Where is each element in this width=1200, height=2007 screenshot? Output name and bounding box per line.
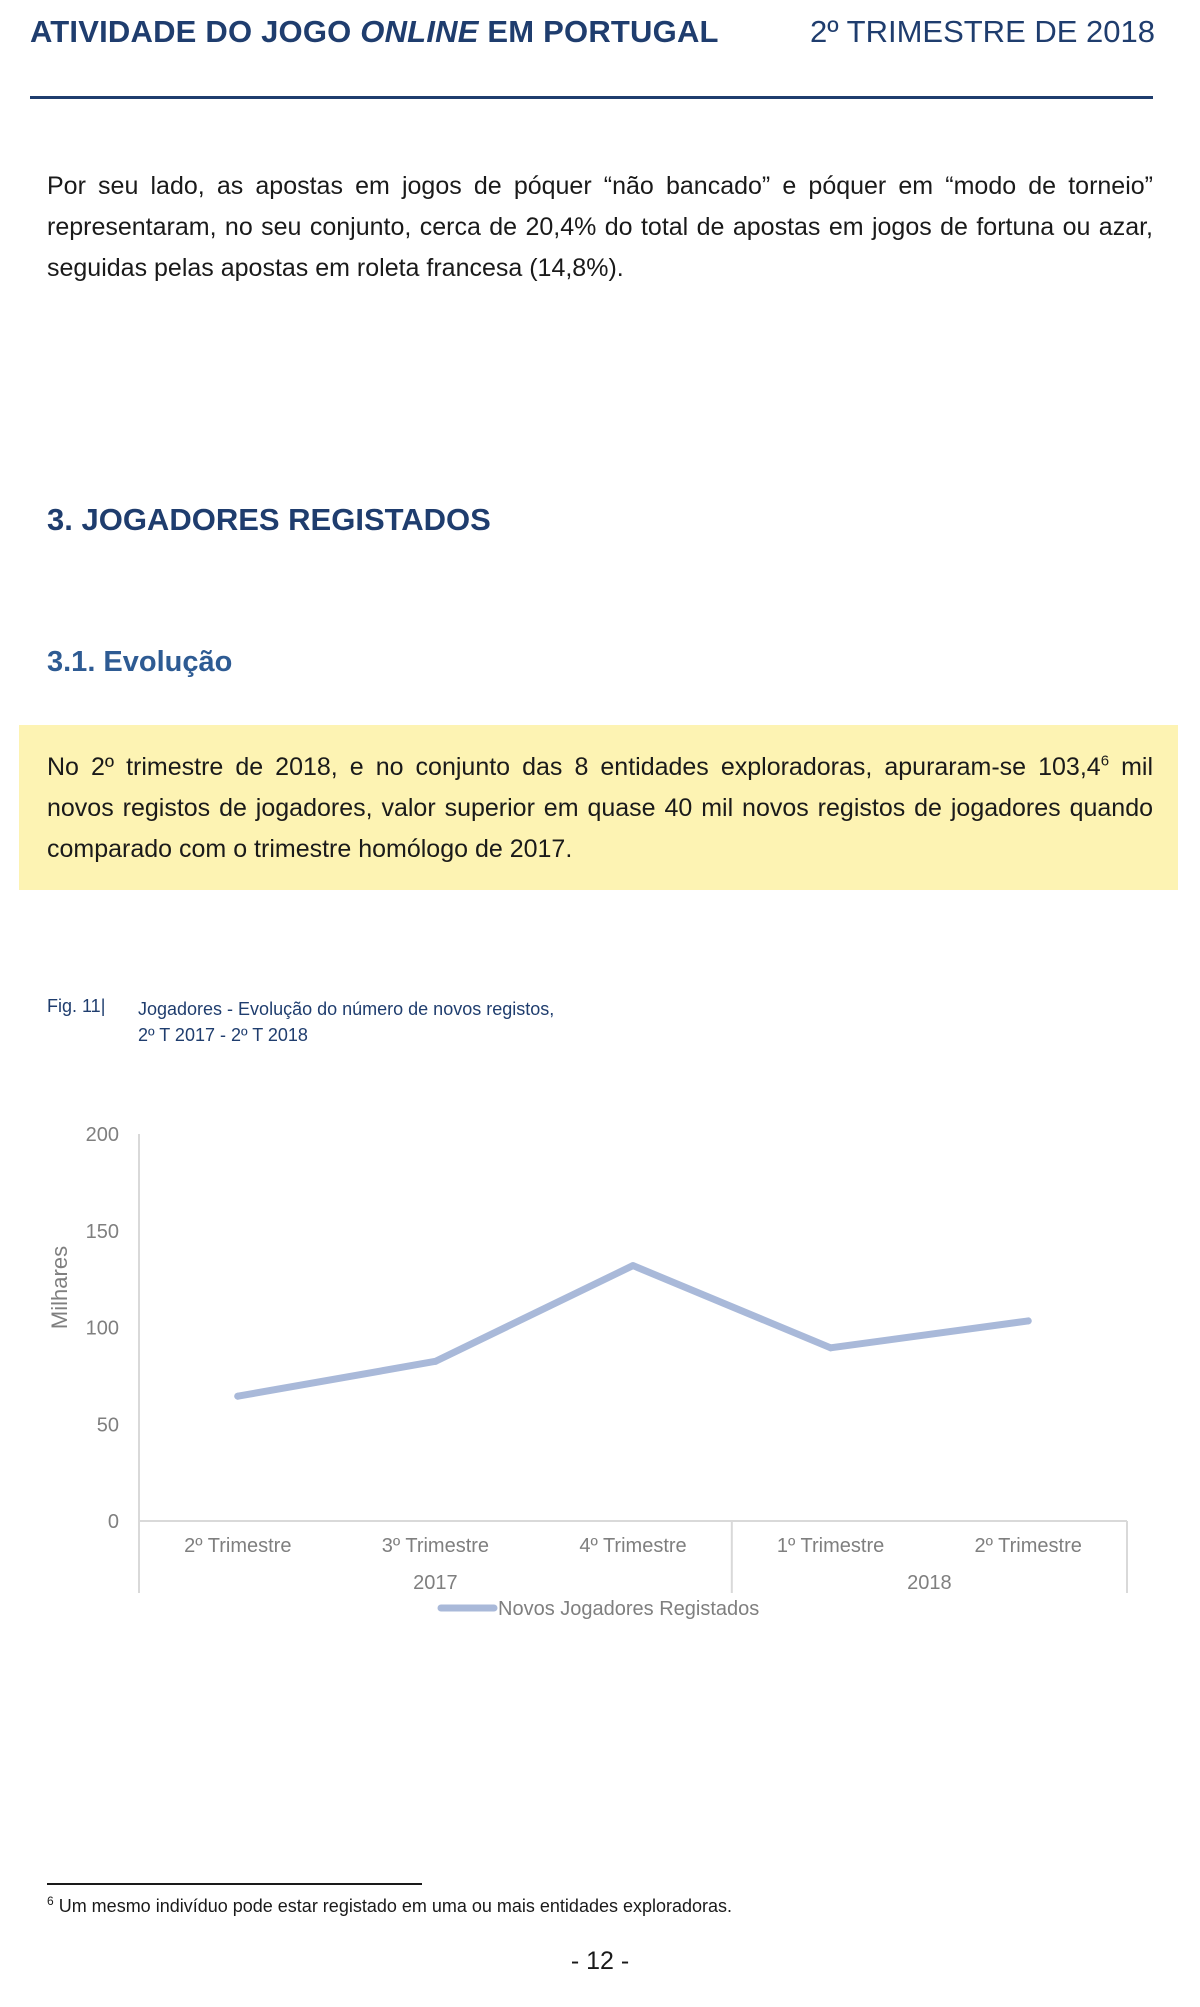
footnote-divider	[47, 1883, 422, 1885]
footnote-text: Um mesmo indivíduo pode estar registado em uma ou mais entidades exploradoras.	[53, 1896, 733, 1916]
line-chart	[0, 1100, 1200, 1640]
x-tick-label: 2º Trimestre	[974, 1535, 1082, 1557]
header-title-prefix: ATIVIDADE DO JOGO	[30, 14, 361, 49]
header-title-italic: ONLINE	[360, 14, 479, 49]
y-tick-label: 200	[85, 1124, 119, 1146]
intro-paragraph: Por seu lado, as apostas em jogos de póquer “não bancado” e póquer em “modo de torneio” representaram, no seu conjunto, cerca de 20,4% do total de apostas em jogos de fortuna ou azar, seguidas pelas apostas em roleta francesa (14,8%).	[47, 172, 1153, 282]
highlight-paragraph	[47, 747, 1153, 870]
y-axis-label: Milhares	[47, 1245, 72, 1330]
footnote	[47, 1896, 732, 1917]
figure-label: Fig. 11|	[47, 996, 106, 1016]
section-title: 3. JOGADORES REGISTADOS	[47, 502, 491, 537]
highlight-text-after: mil novos registos de jogadores, valor superior em quase 40 mil novos registos de jogadores quando comparado com o trimestre homólogo de 2017.	[47, 753, 1154, 863]
data-point	[630, 1262, 637, 1269]
y-tick-label: 150	[85, 1220, 119, 1243]
subsection-title: 3.1. Evolução	[47, 646, 233, 678]
data-point	[234, 1393, 241, 1400]
highlight-text-before: No 2º trimestre de 2018, e no conjunto das 8 entidades exploradoras, apuraram-se 103,4	[47, 753, 1101, 781]
y-tick-label: 0	[107, 1511, 119, 1533]
figure-title	[138, 996, 554, 1048]
data-point	[1025, 1317, 1032, 1324]
series-line	[238, 1266, 1028, 1397]
y-tick-label: 100	[85, 1317, 119, 1340]
header-divider	[30, 96, 1153, 99]
footnote-reference: 6	[1100, 752, 1110, 770]
footnote-number: 6	[47, 1894, 54, 1908]
x-tick-label: 2º Trimestre	[184, 1535, 292, 1557]
highlight-box	[19, 725, 1178, 890]
document-header-period: 2º TRIMESTRE DE 2018	[810, 14, 1155, 49]
x-tick-label: 3º Trimestre	[381, 1535, 490, 1557]
figure-title-line-1: Jogadores - Evolução do número de novos registos,	[138, 999, 555, 1019]
figure-title-line-2: 2º T 2017 - 2º T 2018	[138, 1025, 308, 1045]
page-number: - 12 -	[570, 1947, 630, 1975]
legend-label: Novos Jogadores Registados	[498, 1598, 760, 1620]
x-group-label: 2018	[907, 1572, 952, 1594]
x-axis-groups	[413, 1521, 952, 1594]
y-axis-ticks	[47, 1124, 119, 1533]
chart-series	[234, 1262, 1031, 1400]
chart-frame	[139, 1134, 1127, 1593]
x-tick-label: 4º Trimestre	[579, 1535, 687, 1557]
x-group-label: 2017	[413, 1572, 458, 1594]
data-point	[827, 1344, 834, 1351]
document-header-title	[30, 14, 719, 50]
x-tick-label: 1º Trimestre	[776, 1535, 885, 1557]
data-point	[432, 1358, 439, 1365]
chart-legend	[441, 1598, 759, 1620]
header-title-suffix: EM PORTUGAL	[478, 14, 719, 49]
x-axis-ticks	[184, 1535, 1082, 1557]
y-tick-label: 50	[96, 1414, 119, 1437]
